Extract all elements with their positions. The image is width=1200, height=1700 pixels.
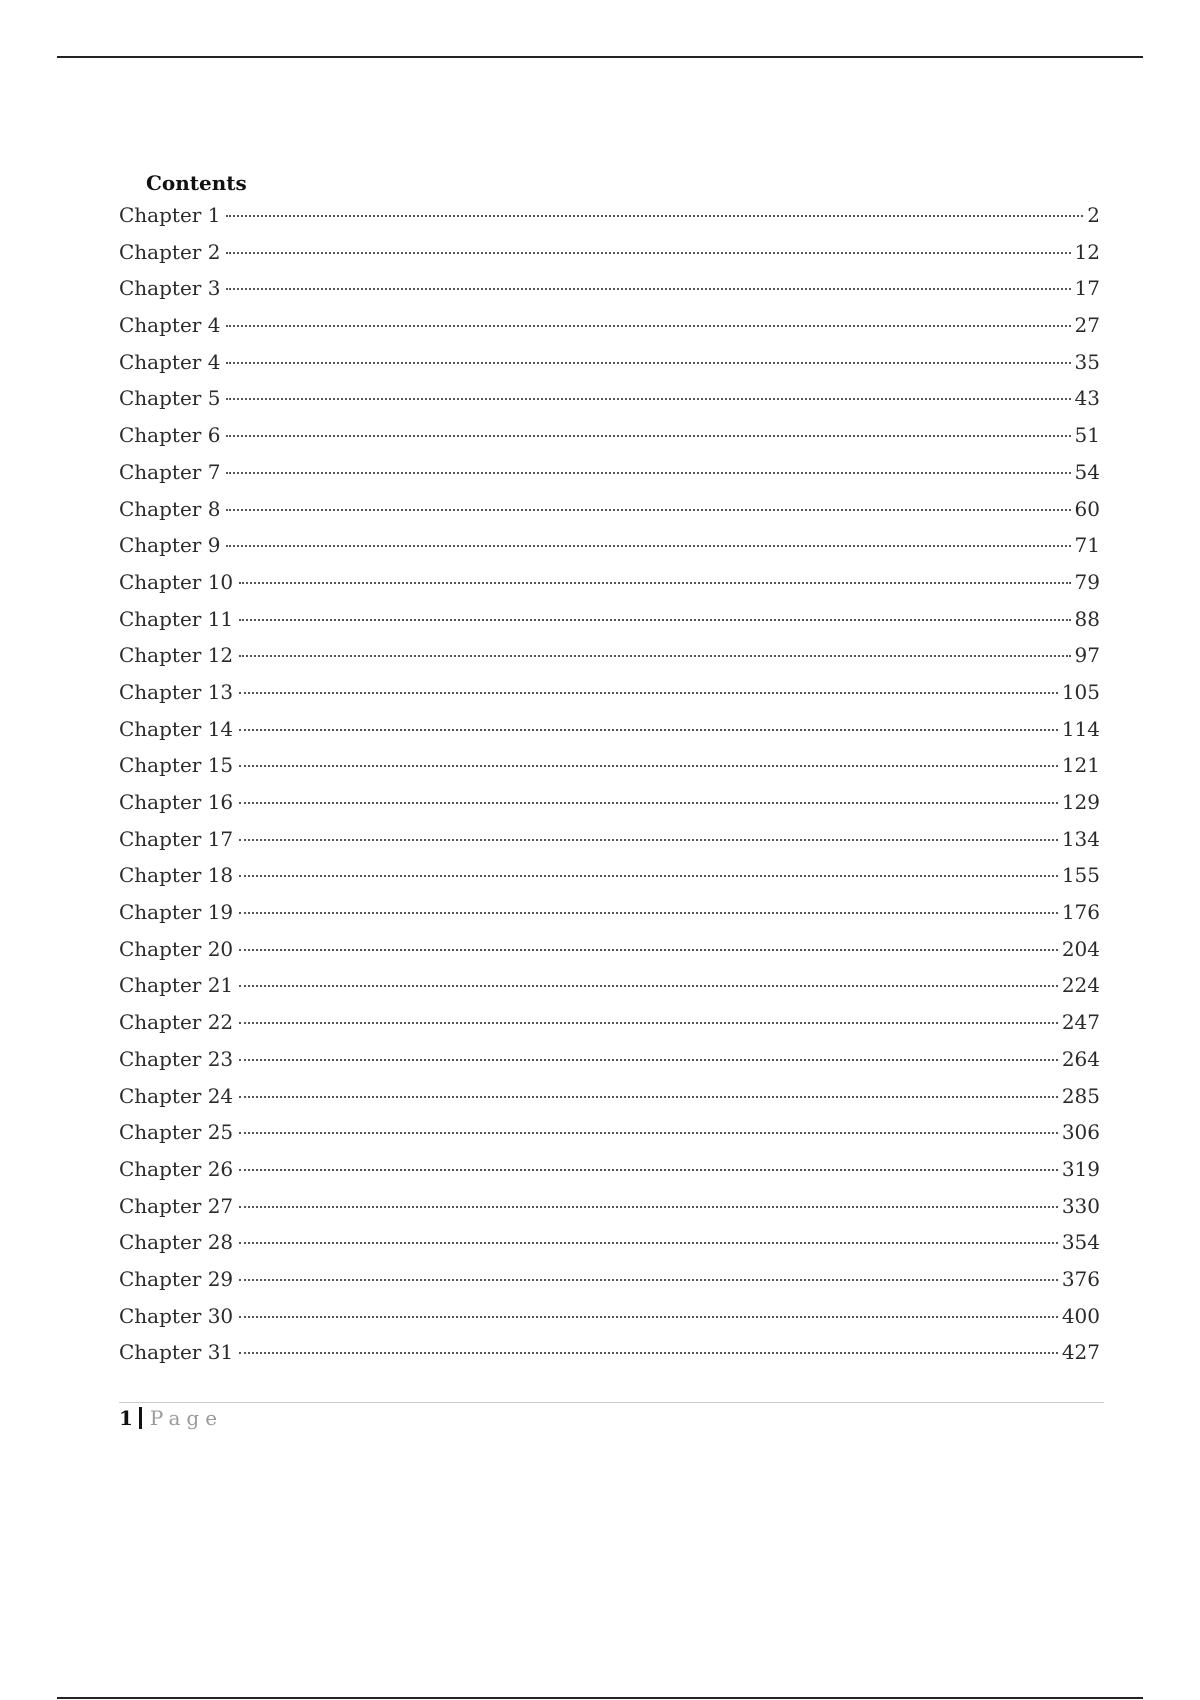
toc-dot-leader [239,1096,1058,1098]
toc-entry[interactable] [119,1044,1100,1081]
bottom-rule [57,1697,1143,1699]
toc-entry-label: Chapter 20 [119,936,234,961]
toc-entry-label: Chapter 6 [119,423,221,448]
toc-entry[interactable] [119,1227,1100,1264]
toc-dot-leader [239,839,1058,841]
toc-entry-label: Chapter 26 [119,1156,234,1181]
toc-dot-leader [239,1022,1058,1024]
toc-entry[interactable] [119,897,1100,934]
toc-dot-leader [226,472,1070,474]
toc-entry[interactable] [119,1301,1100,1338]
toc-entry-page-number: 27 [1074,313,1100,338]
toc-entry-label: Chapter 5 [119,386,221,411]
toc-entry-page-number: 121 [1061,753,1100,778]
page-footer [119,1405,223,1431]
toc-entry-label: Chapter 16 [119,790,234,814]
toc-entry-label: Chapter 13 [119,679,234,704]
toc-entry[interactable] [119,714,1100,751]
toc-dot-leader [226,509,1070,511]
toc-entry-label: Chapter 3 [119,276,221,301]
toc-title: Contents [146,171,247,195]
toc-dot-leader [239,1242,1058,1244]
page-number-separator [139,1407,142,1429]
toc-dot-leader [239,692,1058,694]
toc-entry-label: Chapter 11 [119,606,234,631]
toc-entry-label: Chapter 14 [119,716,234,741]
toc-entry[interactable] [119,1154,1100,1191]
toc-entry[interactable] [119,347,1100,384]
toc-entry[interactable] [119,860,1100,897]
toc-entry-page-number: 427 [1061,1340,1100,1365]
toc-dot-leader [239,1316,1058,1318]
toc-entry-page-number: 224 [1061,973,1100,998]
toc-dot-leader [239,875,1058,877]
toc-entry-page-number: 51 [1074,423,1100,448]
toc-entry[interactable] [119,237,1100,274]
toc-dot-leader [239,802,1058,804]
toc-dot-leader [239,1132,1058,1134]
toc-entry[interactable] [119,383,1100,420]
toc-entry-label: Chapter 22 [119,1010,234,1035]
toc-entry-page-number: 43 [1074,386,1100,411]
toc-entry-page-number: 79 [1074,569,1100,594]
table-of-contents [119,200,1100,1374]
toc-entry-label: Chapter 23 [119,1046,234,1071]
toc-entry-label: Chapter 24 [119,1083,234,1108]
page-number: 1 [119,1406,133,1430]
toc-entry-label: Chapter 10 [119,569,234,594]
toc-entry[interactable] [119,934,1100,971]
toc-entry-label: Chapter 7 [119,459,221,484]
toc-entry-label: Chapter 12 [119,643,234,668]
toc-entry-label: Chapter 9 [119,533,221,558]
toc-dot-leader [239,1352,1058,1354]
toc-entry-label: Chapter 8 [119,496,221,521]
toc-entry-page-number: 330 [1061,1193,1100,1218]
toc-dot-leader [239,1059,1058,1061]
toc-entry-page-number: 134 [1061,826,1100,851]
toc-entry[interactable] [119,530,1100,567]
toc-entry-label: Chapter 17 [119,826,234,851]
toc-entry[interactable] [119,824,1100,861]
toc-entry-label: Chapter 4 [119,313,221,338]
toc-entry[interactable] [119,200,1100,237]
toc-entry-label: Chapter 31 [119,1340,234,1365]
toc-entry-label: Chapter 19 [119,900,234,925]
toc-dot-leader [239,949,1058,951]
toc-entry[interactable] [119,1081,1100,1118]
header-rule [57,56,1143,58]
footer-rule [119,1402,1104,1403]
toc-entry-page-number: 17 [1074,276,1100,301]
toc-entry-label: Chapter 1 [119,203,221,227]
toc-entry[interactable] [119,604,1100,641]
toc-entry[interactable] [119,420,1100,457]
toc-dot-leader [239,729,1058,731]
toc-entry-page-number: 2 [1087,203,1100,227]
toc-entry-page-number: 155 [1061,863,1100,888]
toc-entry-page-number: 247 [1061,1010,1100,1035]
toc-entry[interactable] [119,970,1100,1007]
toc-dot-leader [239,1279,1058,1281]
toc-dot-leader [226,252,1070,254]
toc-dot-leader [239,985,1058,987]
toc-entry-label: Chapter 4 [119,349,221,374]
toc-entry-page-number: 306 [1061,1120,1100,1145]
toc-entry-page-number: 71 [1074,533,1100,558]
toc-dot-leader [226,288,1070,290]
toc-entry[interactable] [119,310,1100,347]
page-label: Page [149,1406,224,1430]
toc-dot-leader [239,1206,1058,1208]
toc-entry-page-number: 105 [1061,679,1100,704]
toc-entry[interactable] [119,640,1100,677]
toc-entry[interactable] [119,1264,1100,1301]
toc-entry-label: Chapter 21 [119,973,234,998]
toc-entry-page-number: 129 [1061,790,1100,814]
toc-entry-page-number: 12 [1074,239,1100,264]
toc-entry-page-number: 88 [1074,606,1100,631]
toc-entry-page-number: 60 [1074,496,1100,521]
toc-entry-page-number: 54 [1074,459,1100,484]
toc-dot-leader [239,1169,1058,1171]
toc-entry-label: Chapter 29 [119,1266,234,1291]
toc-entry-page-number: 285 [1061,1083,1100,1108]
toc-dot-leader [226,435,1070,437]
toc-dot-leader [226,362,1070,364]
toc-entry[interactable] [119,1007,1100,1044]
toc-entry-page-number: 264 [1061,1046,1100,1071]
toc-entry-label: Chapter 15 [119,753,234,778]
toc-entry-page-number: 204 [1061,936,1100,961]
toc-entry[interactable] [119,677,1100,714]
toc-entry[interactable] [119,567,1100,604]
toc-entry[interactable] [119,750,1100,787]
toc-entry-page-number: 97 [1074,643,1100,668]
toc-dot-leader [239,582,1070,584]
toc-entry-page-number: 319 [1061,1156,1100,1181]
toc-entry-label: Chapter 30 [119,1303,234,1328]
toc-dot-leader [239,765,1058,767]
toc-entry-page-number: 400 [1061,1303,1100,1328]
toc-entry-page-number: 354 [1061,1230,1100,1255]
toc-entry[interactable] [119,1337,1100,1374]
toc-entry[interactable] [119,1191,1100,1228]
toc-dot-leader [239,619,1070,621]
toc-dot-leader [239,912,1058,914]
toc-entry-page-number: 35 [1074,349,1100,374]
toc-entry[interactable] [119,787,1100,824]
toc-entry-label: Chapter 27 [119,1193,234,1218]
toc-dot-leader [226,325,1070,327]
toc-entry-page-number: 376 [1061,1266,1100,1291]
toc-dot-leader [226,215,1083,217]
toc-dot-leader [226,398,1070,400]
toc-entry-label: Chapter 2 [119,239,221,264]
toc-entry-label: Chapter 25 [119,1120,234,1145]
toc-entry-page-number: 176 [1061,900,1100,925]
toc-entry-label: Chapter 18 [119,863,234,888]
toc-dot-leader [226,545,1070,547]
toc-dot-leader [239,655,1070,657]
toc-entry[interactable] [119,457,1100,494]
toc-entry[interactable] [119,494,1100,531]
toc-entry-label: Chapter 28 [119,1230,234,1255]
toc-entry-page-number: 114 [1061,716,1100,741]
toc-entry[interactable] [119,1117,1100,1154]
toc-entry[interactable] [119,273,1100,310]
